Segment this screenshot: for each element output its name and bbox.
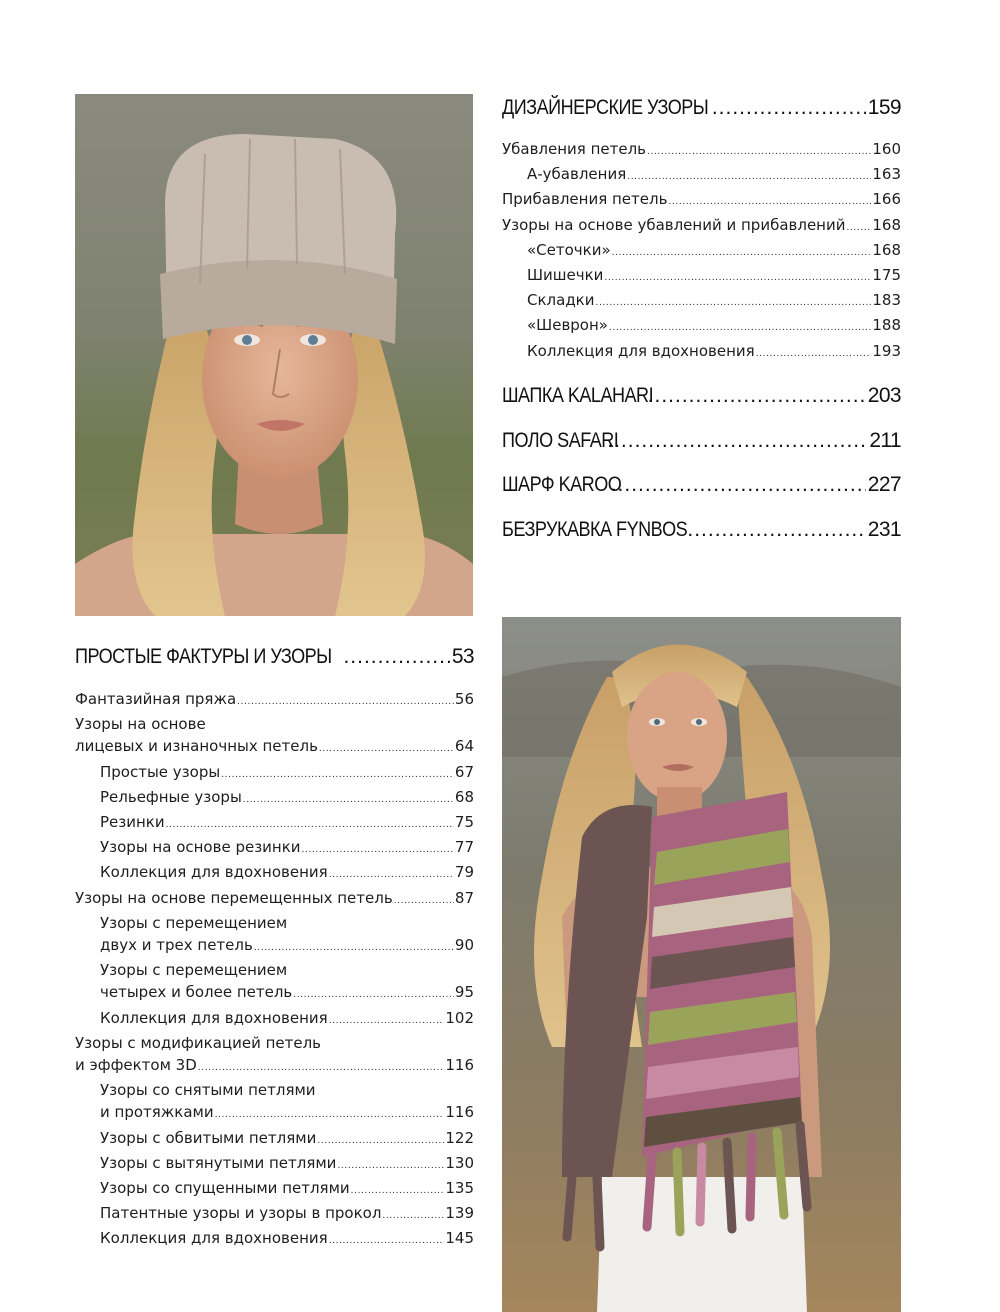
toc-leader-dots xyxy=(329,1007,445,1032)
toc-entry[interactable] xyxy=(75,1152,474,1177)
toc-entry-label: Узоры на основе убавлений и прибавлений xyxy=(502,215,846,234)
toc-entry[interactable] xyxy=(75,811,474,836)
toc-entry-label: Узоры с вытянутыми петлями xyxy=(100,1153,337,1172)
toc-leader-dots xyxy=(237,688,454,713)
toc-entry-label: Коллекция для вдохновения xyxy=(100,1008,328,1027)
toc-entry-page: 64 xyxy=(454,737,474,756)
toc-project-label: ШАРФ KAROO xyxy=(502,473,622,496)
toc-entry-label: Коллекция для вдохновения xyxy=(100,863,328,882)
toc-entry-label: и эффектом 3D xyxy=(75,1056,197,1075)
toc-entry-page: 116 xyxy=(445,1103,474,1122)
toc-entry-page: 56 xyxy=(454,690,474,708)
toc-heading-page: 53 xyxy=(451,645,474,668)
toc-entry-page: 193 xyxy=(872,341,901,360)
toc-entry[interactable] xyxy=(502,239,901,264)
toc-section-heading[interactable] xyxy=(75,645,474,669)
toc-leader-dots xyxy=(609,314,871,339)
toc-entry-page: 163 xyxy=(872,165,901,184)
toc-simple-textures xyxy=(75,645,474,1253)
toc-leader-dots xyxy=(712,96,866,120)
toc-entry-page: 67 xyxy=(454,762,474,781)
toc-leader-dots xyxy=(351,1177,445,1202)
toc-entry[interactable] xyxy=(75,912,474,934)
toc-entry[interactable] xyxy=(75,735,474,760)
toc-heading-label: ДИЗАЙНЕРСКИЕ УЗОРЫ xyxy=(502,96,709,119)
toc-entry-page: 168 xyxy=(872,240,901,259)
toc-leader-dots xyxy=(337,1152,444,1177)
toc-entry-page: 102 xyxy=(445,1008,474,1027)
toc-entry-page: 139 xyxy=(445,1204,474,1223)
toc-leader-dots xyxy=(604,264,871,289)
toc-entry-list xyxy=(75,688,474,1253)
toc-projects xyxy=(502,384,901,562)
toc-leader-dots xyxy=(293,981,454,1006)
toc-leader-dots xyxy=(596,289,872,314)
toc-heading-page: 159 xyxy=(867,96,901,119)
toc-entry[interactable] xyxy=(502,289,901,314)
toc-entry-page: 95 xyxy=(454,983,474,1002)
toc-project-label: ПОЛО SAFARI xyxy=(502,428,619,452)
toc-leader-dots xyxy=(612,239,872,264)
toc-leader-dots xyxy=(254,934,454,959)
toc-designer-patterns xyxy=(502,96,901,365)
toc-entry-label: Узоры со снятыми петлями xyxy=(100,1081,316,1100)
toc-entry[interactable] xyxy=(75,1177,474,1202)
toc-entry[interactable] xyxy=(75,1127,474,1152)
toc-project-page: 211 xyxy=(869,428,901,452)
toc-entry-page: 166 xyxy=(872,190,901,209)
toc-entry[interactable] xyxy=(502,314,901,339)
toc-entry-list xyxy=(502,138,901,365)
toc-project-entry[interactable] xyxy=(502,518,901,563)
toc-entry-label: Резинки xyxy=(100,813,165,832)
toc-entry-page: 130 xyxy=(445,1153,474,1172)
toc-entry[interactable] xyxy=(502,138,901,163)
toc-leader-dots xyxy=(243,786,454,811)
toc-project-entry[interactable] xyxy=(502,429,901,474)
toc-entry-page: 90 xyxy=(454,936,474,955)
toc-entry[interactable] xyxy=(75,887,474,912)
toc-project-label: БЕЗРУКАВКА FYNBOS xyxy=(502,517,688,541)
toc-entry-label: Фантазийная пряжа xyxy=(75,690,237,708)
toc-entry-label: А-убавления xyxy=(527,165,627,184)
toc-entry-label: Коллекция для вдохновения xyxy=(100,1229,328,1248)
toc-leader-dots xyxy=(319,735,454,760)
toc-entry-page: 145 xyxy=(445,1229,474,1248)
toc-entry[interactable] xyxy=(75,1032,474,1054)
toc-entry-page: 75 xyxy=(454,813,474,832)
toc-leader-dots xyxy=(221,761,454,786)
toc-leader-dots xyxy=(317,1127,444,1152)
toc-entry-page: 77 xyxy=(454,838,474,857)
toc-entry[interactable] xyxy=(75,1101,474,1126)
toc-project-page: 203 xyxy=(867,384,901,407)
toc-leader-dots xyxy=(166,811,454,836)
toc-entry-label: и протяжками xyxy=(100,1103,214,1122)
toc-leader-dots xyxy=(198,1054,445,1079)
photo-woman-in-hat xyxy=(75,94,473,616)
toc-leader-dots xyxy=(394,887,454,912)
toc-entry[interactable] xyxy=(75,1227,474,1252)
toc-entry[interactable] xyxy=(75,786,474,811)
toc-leader-dots xyxy=(607,429,867,453)
toc-entry-label: Убавления петель xyxy=(502,140,647,158)
toc-leader-dots xyxy=(627,163,871,188)
toc-entry-label: Узоры со спущенными петлями xyxy=(100,1179,350,1198)
toc-leader-dots xyxy=(647,138,871,163)
toc-section-heading[interactable] xyxy=(502,96,901,120)
toc-entry[interactable] xyxy=(75,981,474,1006)
toc-entry[interactable] xyxy=(75,1007,474,1032)
toc-entry-label: Коллекция для вдохновения xyxy=(527,341,755,360)
toc-entry-label: Узоры с перемещением xyxy=(100,961,288,980)
toc-leader-dots xyxy=(329,1227,445,1252)
toc-entry[interactable] xyxy=(75,1202,474,1227)
toc-entry-label: Узоры на основе перемещенных петель xyxy=(75,888,393,907)
toc-entry-page: 188 xyxy=(872,316,901,335)
toc-entry-label: «Шеврон» xyxy=(527,316,608,335)
toc-entry[interactable] xyxy=(502,264,901,289)
toc-entry-label: Узоры с модификацией петель xyxy=(75,1033,322,1052)
photo-woman-in-scarf xyxy=(502,617,901,1312)
toc-leader-dots xyxy=(648,384,866,408)
toc-entry[interactable] xyxy=(75,1079,474,1101)
toc-entry[interactable] xyxy=(502,340,901,365)
toc-entry[interactable] xyxy=(75,836,474,861)
toc-entry-page: 160 xyxy=(872,140,901,158)
toc-entry[interactable] xyxy=(75,959,474,981)
toc-entry[interactable] xyxy=(502,188,901,213)
toc-entry-page: 183 xyxy=(872,291,901,310)
toc-entry[interactable] xyxy=(75,761,474,786)
toc-entry-page: 68 xyxy=(454,787,474,806)
toc-entry-label: Складки xyxy=(527,291,595,310)
toc-entry[interactable] xyxy=(502,214,901,239)
toc-heading-label: ПРОСТЫЕ ФАКТУРЫ И УЗОРЫ xyxy=(75,645,332,668)
toc-leader-dots xyxy=(611,473,866,497)
toc-entry-label: «Сеточки» xyxy=(527,240,611,259)
toc-entry[interactable] xyxy=(75,1054,474,1079)
toc-project-label: ШАПКА KALAHARI xyxy=(502,384,654,407)
toc-project-entry[interactable] xyxy=(502,473,901,518)
toc-entry-label: Узоры на основе xyxy=(75,715,206,734)
toc-entry-label: четырех и более петель xyxy=(100,983,293,1002)
toc-entry-label: Узоры на основе резинки xyxy=(100,838,301,857)
toc-entry[interactable] xyxy=(75,861,474,886)
toc-entry[interactable] xyxy=(75,688,474,713)
toc-leader-dots xyxy=(668,188,871,213)
toc-leader-dots xyxy=(343,645,449,669)
toc-entry-page: 116 xyxy=(445,1056,474,1075)
toc-entry-label: Узоры с обвитыми петлями xyxy=(100,1128,317,1147)
toc-leader-dots xyxy=(215,1101,445,1126)
toc-entry-label: Патентные узоры и узоры в прокол xyxy=(100,1204,382,1223)
toc-leader-dots xyxy=(756,340,872,365)
toc-entry-label: Шишечки xyxy=(527,266,604,285)
toc-project-entry[interactable] xyxy=(502,384,901,429)
toc-entry-label: Простые узоры xyxy=(100,762,221,781)
toc-entry-label: Рельефные узоры xyxy=(100,787,242,806)
toc-leader-dots xyxy=(329,861,454,886)
toc-entry-label: Прибавления петель xyxy=(502,190,668,209)
toc-leader-dots xyxy=(302,836,454,861)
toc-entry-label: двух и трех петель xyxy=(100,936,253,955)
toc-entry[interactable] xyxy=(75,934,474,959)
toc-leader-dots xyxy=(382,1202,444,1227)
toc-entry-page: 168 xyxy=(872,215,901,234)
toc-entry-page: 79 xyxy=(454,863,474,882)
toc-entry-label: Узоры с перемещением xyxy=(100,913,288,932)
toc-entry[interactable] xyxy=(75,713,474,735)
toc-leader-dots xyxy=(846,214,871,239)
toc-entry-page: 122 xyxy=(445,1128,474,1147)
toc-entry-page: 135 xyxy=(445,1179,474,1198)
toc-project-page: 231 xyxy=(867,517,901,541)
toc-entry[interactable] xyxy=(502,163,901,188)
toc-entry-page: 175 xyxy=(872,266,901,285)
toc-entry-page: 87 xyxy=(454,888,474,907)
toc-entry-label: лицевых и изнаночных петель xyxy=(75,737,318,756)
toc-project-page: 227 xyxy=(867,473,901,496)
toc-leader-dots xyxy=(687,518,865,542)
